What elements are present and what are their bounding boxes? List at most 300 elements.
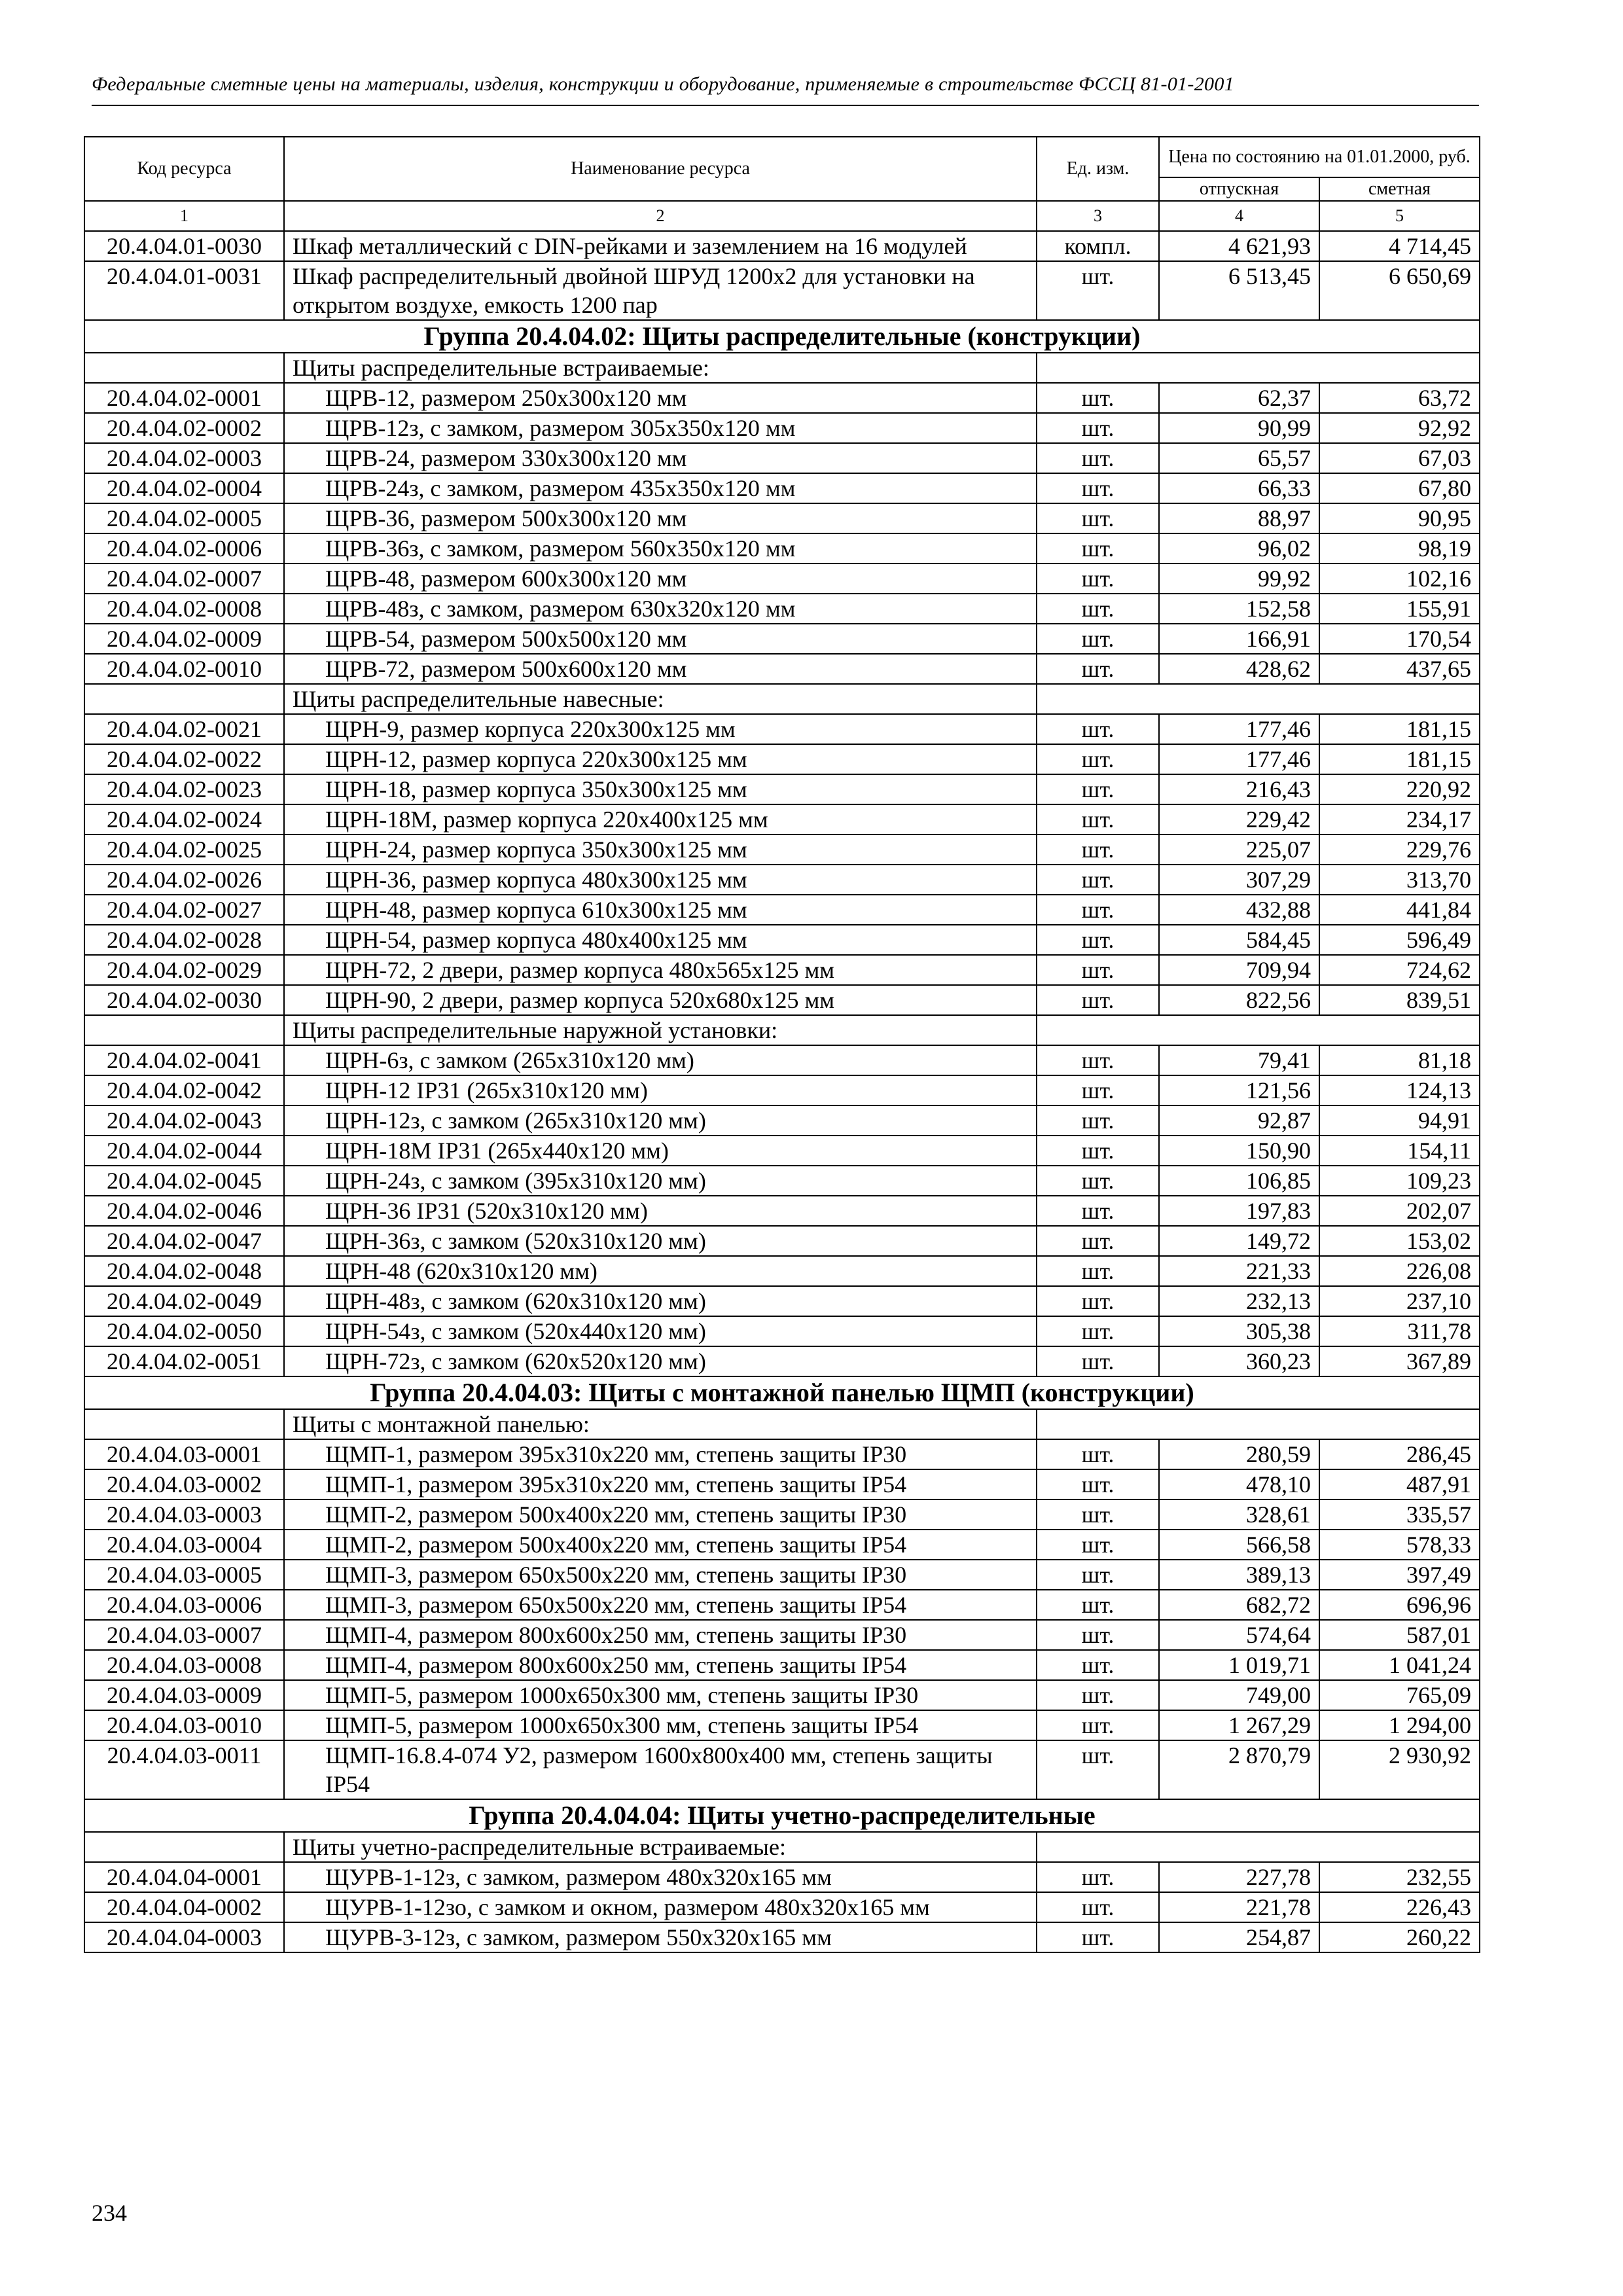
unit-cell: шт. [1037,714,1159,744]
unit-cell: шт. [1037,1136,1159,1166]
release-price-cell: 96,02 [1159,533,1319,564]
estimate-price-cell: 202,07 [1319,1196,1480,1226]
unit-cell: шт. [1037,503,1159,533]
table-body [84,231,1480,1952]
estimate-price-cell: 234,17 [1319,804,1480,834]
column-number: 4 [1159,201,1319,231]
code-cell: 20.4.04.03-0010 [84,1710,284,1740]
name-cell: ЩРН-36з, с замком (520х310х120 мм) [284,1226,1037,1256]
code-cell: 20.4.04.02-0046 [84,1196,284,1226]
table-row [84,1196,1480,1226]
estimate-price-cell: 765,09 [1319,1680,1480,1710]
table-row [84,1045,1480,1075]
estimate-price-cell: 1 041,24 [1319,1650,1480,1680]
unit-cell: шт. [1037,564,1159,594]
estimate-price-cell: 67,03 [1319,443,1480,473]
name-cell: ЩМП-2, размером 500х400х220 мм, степень защиты IP30 [284,1499,1037,1530]
name-cell: ЩРВ-36з, с замком, размером 560х350х120 мм [284,533,1037,564]
column-number-row [84,201,1480,231]
unit-cell: шт. [1037,834,1159,865]
table-row [84,1499,1480,1530]
estimate-price-cell: 63,72 [1319,383,1480,413]
release-price-cell: 150,90 [1159,1136,1319,1166]
unit-cell: шт. [1037,443,1159,473]
unit-cell: шт. [1037,985,1159,1015]
unit-cell: шт. [1037,1650,1159,1680]
header-code: Код ресурса [84,137,284,201]
release-price-cell: 99,92 [1159,564,1319,594]
unit-cell: шт. [1037,413,1159,443]
table-row [84,714,1480,744]
unit-cell: шт. [1037,624,1159,654]
column-number: 1 [84,201,284,231]
header-release-price: отпускная [1159,177,1319,201]
estimate-price-cell: 441,84 [1319,895,1480,925]
release-price-cell: 216,43 [1159,774,1319,804]
unit-cell: шт. [1037,1710,1159,1740]
unit-cell: шт. [1037,955,1159,985]
release-price-cell: 566,58 [1159,1530,1319,1560]
unit-cell: шт. [1037,1439,1159,1469]
estimate-price-cell: 67,80 [1319,473,1480,503]
code-cell: 20.4.04.02-0004 [84,473,284,503]
name-cell: ЩРН-18М, размер корпуса 220х400х125 мм [284,804,1037,834]
estimate-price-cell: 487,91 [1319,1469,1480,1499]
release-price-cell: 221,33 [1159,1256,1319,1286]
unit-cell: шт. [1037,1166,1159,1196]
estimate-price-cell: 90,95 [1319,503,1480,533]
table-row [84,1680,1480,1710]
table-row [84,1439,1480,1469]
estimate-price-cell: 397,49 [1319,1560,1480,1590]
estimate-price-cell: 724,62 [1319,955,1480,985]
release-price-cell: 360,23 [1159,1346,1319,1376]
unit-cell: шт. [1037,1560,1159,1590]
release-price-cell: 432,88 [1159,895,1319,925]
subgroup-heading: Щиты с монтажной панелью: [284,1409,1037,1439]
code-cell: 20.4.04.02-0010 [84,654,284,684]
estimate-price-cell: 437,65 [1319,654,1480,684]
table-row [84,744,1480,774]
estimate-price-cell: 286,45 [1319,1439,1480,1469]
name-cell: ЩРН-9, размер корпуса 220х300х125 мм [284,714,1037,744]
code-cell: 20.4.04.02-0021 [84,714,284,744]
name-cell: ЩРН-36, размер корпуса 480х300х125 мм [284,865,1037,895]
name-cell: ЩРВ-48, размером 600х300х120 мм [284,564,1037,594]
table-row [84,503,1480,533]
name-cell: ЩРН-12з, с замком (265х310х120 мм) [284,1105,1037,1136]
release-price-cell: 389,13 [1159,1560,1319,1590]
subgroup-heading: Щиты учетно-распределительные встраиваемые: [284,1832,1037,1862]
code-cell [84,353,284,383]
unit-cell: шт. [1037,895,1159,925]
release-price-cell: 328,61 [1159,1499,1319,1530]
estimate-price-cell: 153,02 [1319,1226,1480,1256]
code-cell: 20.4.04.02-0047 [84,1226,284,1256]
unit-cell: шт. [1037,1346,1159,1376]
code-cell: 20.4.04.03-0003 [84,1499,284,1530]
price-table [84,136,1480,1953]
code-cell [84,684,284,714]
release-price-cell: 307,29 [1159,865,1319,895]
group-heading: Группа 20.4.04.02: Щиты распределительные (конструкции) [84,320,1480,353]
name-cell: ЩМП-4, размером 800х600х250 мм, степень защиты IP54 [284,1650,1037,1680]
unit-cell: шт. [1037,1530,1159,1560]
table-row [84,1286,1480,1316]
code-cell: 20.4.04.02-0023 [84,774,284,804]
unit-cell: шт. [1037,774,1159,804]
release-price-cell: 149,72 [1159,1226,1319,1256]
header-name: Наименование ресурса [284,137,1037,201]
subgroup-row [84,1015,1480,1045]
subgroup-row [84,353,1480,383]
unit-cell: шт. [1037,1075,1159,1105]
code-cell: 20.4.04.02-0027 [84,895,284,925]
estimate-price-cell: 367,89 [1319,1346,1480,1376]
table-row [84,1316,1480,1346]
code-cell [84,1409,284,1439]
unit-cell: шт. [1037,1469,1159,1499]
name-cell: ЩРН-48з, с замком (620х310х120 мм) [284,1286,1037,1316]
estimate-price-cell: 6 650,69 [1319,261,1480,320]
name-cell: ЩРН-24з, с замком (395х310х120 мм) [284,1166,1037,1196]
table-row [84,1075,1480,1105]
release-price-cell: 709,94 [1159,955,1319,985]
unit-cell: шт. [1037,1045,1159,1075]
code-cell [84,1832,284,1862]
table-row [84,654,1480,684]
release-price-cell: 166,91 [1159,624,1319,654]
release-price-cell: 152,58 [1159,594,1319,624]
code-cell: 20.4.04.02-0007 [84,564,284,594]
release-price-cell: 682,72 [1159,1590,1319,1620]
code-cell: 20.4.04.02-0022 [84,744,284,774]
unit-cell: компл. [1037,231,1159,261]
code-cell: 20.4.04.04-0003 [84,1922,284,1952]
name-cell: ЩРН-54з, с замком (520х440х120 мм) [284,1316,1037,1346]
table-row [84,261,1480,320]
table-row [84,1469,1480,1499]
name-cell: ЩМП-1, размером 395х310х220 мм, степень защиты IP54 [284,1469,1037,1499]
table-row [84,834,1480,865]
name-cell: ЩРВ-48з, с замком, размером 630х320х120 мм [284,594,1037,624]
unit-cell: шт. [1037,1316,1159,1346]
code-cell: 20.4.04.02-0042 [84,1075,284,1105]
empty-cell [1037,1832,1480,1862]
code-cell: 20.4.04.02-0043 [84,1105,284,1136]
estimate-price-cell: 226,43 [1319,1892,1480,1922]
code-cell: 20.4.04.04-0002 [84,1892,284,1922]
release-price-cell: 177,46 [1159,714,1319,744]
release-price-cell: 305,38 [1159,1316,1319,1346]
code-cell: 20.4.04.02-0005 [84,503,284,533]
estimate-price-cell: 154,11 [1319,1136,1480,1166]
code-cell: 20.4.04.02-0048 [84,1256,284,1286]
code-cell: 20.4.04.02-0044 [84,1136,284,1166]
release-price-cell: 92,87 [1159,1105,1319,1136]
name-cell: ЩРН-72з, с замком (620х520х120 мм) [284,1346,1037,1376]
page-number: 234 [92,2200,127,2226]
release-price-cell: 584,45 [1159,925,1319,955]
name-cell: ЩМП-4, размером 800х600х250 мм, степень защиты IP30 [284,1620,1037,1650]
unit-cell: шт. [1037,1105,1159,1136]
code-cell: 20.4.04.03-0002 [84,1469,284,1499]
table-row [84,1256,1480,1286]
name-cell: ЩРН-12, размер корпуса 220х300х125 мм [284,744,1037,774]
release-price-cell: 225,07 [1159,834,1319,865]
estimate-price-cell: 313,70 [1319,865,1480,895]
code-cell: 20.4.04.01-0031 [84,261,284,320]
code-cell: 20.4.04.02-0001 [84,383,284,413]
code-cell: 20.4.04.02-0008 [84,594,284,624]
unit-cell: шт. [1037,1680,1159,1710]
table-row [84,594,1480,624]
name-cell: ЩРН-90, 2 двери, размер корпуса 520х680х125 мм [284,985,1037,1015]
release-price-cell: 478,10 [1159,1469,1319,1499]
name-cell: ЩРВ-12з, с замком, размером 305х350х120 мм [284,413,1037,443]
table-row [84,564,1480,594]
name-cell: Шкаф распределительный двойной ШРУД 1200х2 для установки на открытом воздухе, емкость 1200 пар [284,261,1037,320]
subgroup-row [84,1409,1480,1439]
table-row [84,1922,1480,1952]
table-row [84,1862,1480,1892]
release-price-cell: 177,46 [1159,744,1319,774]
table-row [84,895,1480,925]
name-cell: ЩРН-18, размер корпуса 350х300х125 мм [284,774,1037,804]
table-row [84,1560,1480,1590]
name-cell: ЩРН-48, размер корпуса 610х300х125 мм [284,895,1037,925]
code-cell: 20.4.04.02-0050 [84,1316,284,1346]
code-cell: 20.4.04.02-0029 [84,955,284,985]
table-row [84,473,1480,503]
table-row [84,804,1480,834]
unit-cell: шт. [1037,744,1159,774]
header-unit: Ед. изм. [1037,137,1159,201]
name-cell: ЩРВ-24, размером 330х300х120 мм [284,443,1037,473]
code-cell: 20.4.04.03-0007 [84,1620,284,1650]
unit-cell: шт. [1037,1226,1159,1256]
name-cell: Шкаф металлический с DIN-рейками и заземлением на 16 модулей [284,231,1037,261]
estimate-price-cell: 335,57 [1319,1499,1480,1530]
column-number: 2 [284,201,1037,231]
estimate-price-cell: 237,10 [1319,1286,1480,1316]
name-cell: ЩРН-48 (620х310х120 мм) [284,1256,1037,1286]
estimate-price-cell: 232,55 [1319,1862,1480,1892]
estimate-price-cell: 311,78 [1319,1316,1480,1346]
table-row [84,443,1480,473]
empty-cell [1037,1409,1480,1439]
release-price-cell: 749,00 [1159,1680,1319,1710]
estimate-price-cell: 696,96 [1319,1590,1480,1620]
unit-cell: шт. [1037,865,1159,895]
release-price-cell: 88,97 [1159,503,1319,533]
release-price-cell: 280,59 [1159,1439,1319,1469]
release-price-cell: 2 870,79 [1159,1740,1319,1799]
code-cell: 20.4.04.02-0051 [84,1346,284,1376]
unit-cell: шт. [1037,1620,1159,1650]
release-price-cell: 197,83 [1159,1196,1319,1226]
group-heading-row [84,320,1480,353]
header-rule [92,105,1479,106]
code-cell: 20.4.04.01-0030 [84,231,284,261]
table-row [84,955,1480,985]
table-row [84,1105,1480,1136]
name-cell: ЩРН-54, размер корпуса 480х400х125 мм [284,925,1037,955]
estimate-price-cell: 1 294,00 [1319,1710,1480,1740]
code-cell: 20.4.04.02-0024 [84,804,284,834]
name-cell: ЩУРВ-1-12з, с замком, размером 480х320х165 мм [284,1862,1037,1892]
empty-cell [1037,353,1480,383]
estimate-price-cell: 94,91 [1319,1105,1480,1136]
table-row [84,865,1480,895]
unit-cell: шт. [1037,1286,1159,1316]
group-heading: Группа 20.4.04.03: Щиты с монтажной панелью ЩМП (конструкции) [84,1376,1480,1409]
estimate-price-cell: 170,54 [1319,624,1480,654]
code-cell: 20.4.04.02-0026 [84,865,284,895]
unit-cell: шт. [1037,261,1159,320]
name-cell: ЩМП-2, размером 500х400х220 мм, степень защиты IP54 [284,1530,1037,1560]
column-number: 3 [1037,201,1159,231]
subgroup-heading: Щиты распределительные навесные: [284,684,1037,714]
unit-cell: шт. [1037,1740,1159,1799]
release-price-cell: 428,62 [1159,654,1319,684]
name-cell: ЩРВ-72, размером 500х600х120 мм [284,654,1037,684]
unit-cell: шт. [1037,383,1159,413]
table-row [84,533,1480,564]
table-head [84,137,1480,231]
code-cell: 20.4.04.02-0041 [84,1045,284,1075]
estimate-price-cell: 98,19 [1319,533,1480,564]
release-price-cell: 229,42 [1159,804,1319,834]
estimate-price-cell: 81,18 [1319,1045,1480,1075]
table-row [84,413,1480,443]
empty-cell [1037,1015,1480,1045]
table-row [84,231,1480,261]
code-cell: 20.4.04.02-0049 [84,1286,284,1316]
name-cell: ЩРН-72, 2 двери, размер корпуса 480х565х125 мм [284,955,1037,985]
table-row [84,1650,1480,1680]
code-cell: 20.4.04.03-0011 [84,1740,284,1799]
name-cell: ЩРВ-12, размером 250х300х120 мм [284,383,1037,413]
table-row [84,1710,1480,1740]
estimate-price-cell: 220,92 [1319,774,1480,804]
unit-cell: шт. [1037,1922,1159,1952]
table-row [84,1892,1480,1922]
release-price-cell: 822,56 [1159,985,1319,1015]
name-cell: ЩРВ-36, размером 500х300х120 мм [284,503,1037,533]
name-cell: ЩРН-18М IP31 (265х440х120 мм) [284,1136,1037,1166]
release-price-cell: 79,41 [1159,1045,1319,1075]
unit-cell: шт. [1037,533,1159,564]
estimate-price-cell: 109,23 [1319,1166,1480,1196]
name-cell: ЩМП-1, размером 395х310х220 мм, степень защиты IP30 [284,1439,1037,1469]
table-row [84,383,1480,413]
name-cell: ЩУРВ-1-12зо, с замком и окном, размером 480х320х165 мм [284,1892,1037,1922]
header-price: Цена по состоянию на 01.01.2000, руб. [1159,137,1480,177]
name-cell: ЩМП-16.8.4-074 У2, размером 1600х800х400 мм, степень защиты IP54 [284,1740,1037,1799]
estimate-price-cell: 181,15 [1319,714,1480,744]
release-price-cell: 106,85 [1159,1166,1319,1196]
estimate-price-cell: 2 930,92 [1319,1740,1480,1799]
table-row [84,1166,1480,1196]
table-row [84,774,1480,804]
name-cell: ЩРН-24, размер корпуса 350х300х125 мм [284,834,1037,865]
estimate-price-cell: 124,13 [1319,1075,1480,1105]
unit-cell: шт. [1037,804,1159,834]
name-cell: ЩРВ-24з, с замком, размером 435х350х120 мм [284,473,1037,503]
release-price-cell: 1 019,71 [1159,1650,1319,1680]
table-row [84,1346,1480,1376]
code-cell: 20.4.04.03-0009 [84,1680,284,1710]
group-heading-row [84,1799,1480,1832]
release-price-cell: 65,57 [1159,443,1319,473]
code-cell: 20.4.04.03-0005 [84,1560,284,1590]
table-row [84,1226,1480,1256]
release-price-cell: 121,56 [1159,1075,1319,1105]
code-cell: 20.4.04.02-0002 [84,413,284,443]
release-price-cell: 62,37 [1159,383,1319,413]
group-heading: Группа 20.4.04.04: Щиты учетно-распределительные [84,1799,1480,1832]
unit-cell: шт. [1037,925,1159,955]
estimate-price-cell: 4 714,45 [1319,231,1480,261]
release-price-cell: 227,78 [1159,1862,1319,1892]
name-cell: ЩРВ-54, размером 500х500х120 мм [284,624,1037,654]
unit-cell: шт. [1037,1892,1159,1922]
estimate-price-cell: 155,91 [1319,594,1480,624]
code-cell: 20.4.04.02-0025 [84,834,284,865]
running-header: Федеральные сметные цены на материалы, изделия, конструкции и оборудование, применяемые в строительстве ФССЦ 81-01-2001 [92,73,1234,95]
code-cell: 20.4.04.03-0006 [84,1590,284,1620]
release-price-cell: 4 621,93 [1159,231,1319,261]
name-cell: ЩРН-12 IP31 (265х310х120 мм) [284,1075,1037,1105]
estimate-price-cell: 578,33 [1319,1530,1480,1560]
estimate-price-cell: 181,15 [1319,744,1480,774]
subgroup-heading: Щиты распределительные наружной установки: [284,1015,1037,1045]
estimate-price-cell: 92,92 [1319,413,1480,443]
release-price-cell: 254,87 [1159,1922,1319,1952]
estimate-price-cell: 226,08 [1319,1256,1480,1286]
table-row [84,1136,1480,1166]
code-cell: 20.4.04.03-0008 [84,1650,284,1680]
code-cell: 20.4.04.03-0004 [84,1530,284,1560]
unit-cell: шт. [1037,1862,1159,1892]
release-price-cell: 66,33 [1159,473,1319,503]
table-row [84,1620,1480,1650]
name-cell: ЩМП-5, размером 1000х650х300 мм, степень защиты IP54 [284,1710,1037,1740]
code-cell: 20.4.04.02-0006 [84,533,284,564]
group-heading-row [84,1376,1480,1409]
table-row [84,985,1480,1015]
table-row [84,925,1480,955]
subgroup-heading: Щиты распределительные встраиваемые: [284,353,1037,383]
unit-cell: шт. [1037,1196,1159,1226]
code-cell: 20.4.04.03-0001 [84,1439,284,1469]
unit-cell: шт. [1037,473,1159,503]
release-price-cell: 221,78 [1159,1892,1319,1922]
table-row [84,1740,1480,1799]
code-cell: 20.4.04.02-0030 [84,985,284,1015]
code-cell: 20.4.04.02-0028 [84,925,284,955]
column-number: 5 [1319,201,1480,231]
name-cell: ЩУРВ-3-12з, с замком, размером 550х320х165 мм [284,1922,1037,1952]
table-row [84,1530,1480,1560]
name-cell: ЩРН-36 IP31 (520х310х120 мм) [284,1196,1037,1226]
release-price-cell: 232,13 [1159,1286,1319,1316]
code-cell [84,1015,284,1045]
estimate-price-cell: 839,51 [1319,985,1480,1015]
estimate-price-cell: 102,16 [1319,564,1480,594]
code-cell: 20.4.04.02-0045 [84,1166,284,1196]
